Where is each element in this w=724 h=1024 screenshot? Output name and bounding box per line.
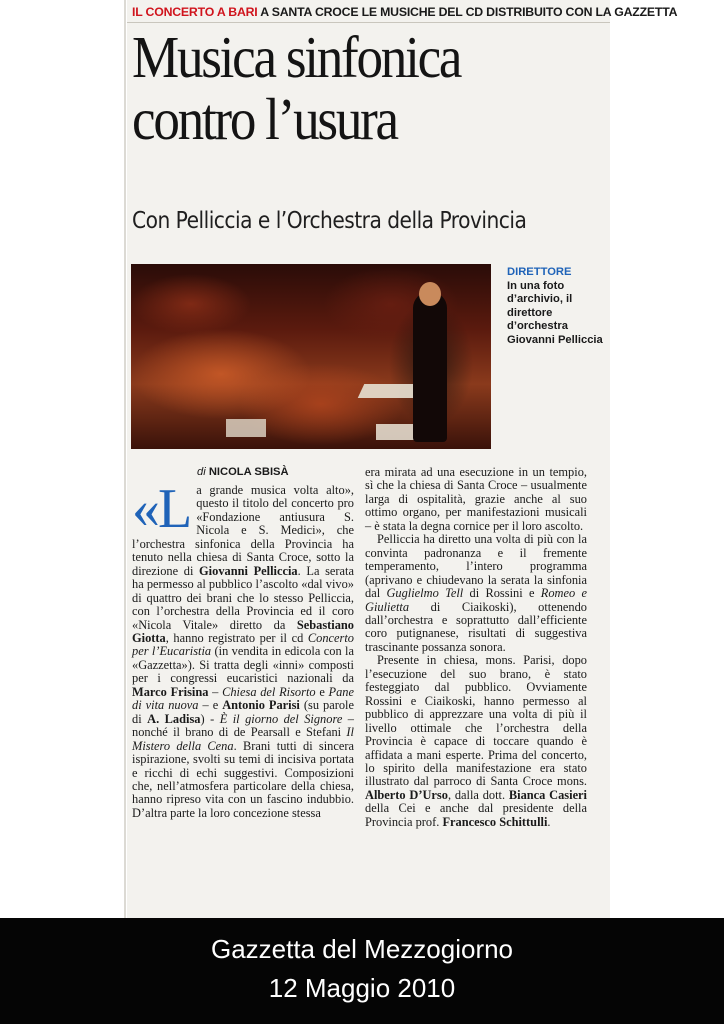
article-text: e (315, 684, 329, 699)
article-text: . La serata ha permesso al pubblico l’ascolto «dal vivo» di quattro dei brani che lo stesso Pelliccia, con l’orchestra della Provincia ed il coro «Nicola Vitale» diretto da (132, 563, 354, 632)
work-title: Il Mistero della Cena (132, 725, 354, 753)
article-paragraph: era mirata ad una esecuzione in un tempio, sì che la chiesa di Santa Croce – usualmente larga di ospitalità, grazie anche al suo ottimo organo, per manifestazioni musicali – è stata la degna cornice per il loro ascolto. (365, 465, 587, 533)
caption-text: In una foto d’archivio, il direttore d’orchestra Giovanni Pelliccia (507, 279, 603, 346)
article-text: a grande musica volta alto», questo il titolo del concerto pro «Fondazione antiusura S. Nicola e S. Medici», che l’orchestra sinfonica della Provincia ha tenuto nella chiesa di Santa Croce, sotto la direzione di (132, 483, 354, 578)
conductor-figure (413, 292, 447, 442)
article-paragraph (132, 478, 355, 820)
work-title: Concerto per l’Eucaristia (132, 630, 354, 659)
byline-author: NICOLA SBISÀ (208, 466, 289, 478)
article-text: (su parole di (132, 698, 354, 726)
source-footer (0, 918, 724, 1024)
article-text: , hanno registrato per il cd (165, 630, 308, 645)
article-column-1 (132, 478, 355, 820)
headline-line-2: contro l’usura (132, 86, 397, 152)
byline-prefix: di (197, 466, 206, 478)
article-text: Presente in chiesa, mons. Parisi, dopo l’esecuzione del suo brano, è stato festeggiato dal pubblico. Ovviamente Rossini e Ciaikoski, hanno permesso al pubblico di apprezzare una volta di più il livello ottimale che l’orchestra della Provincia è capace di toccare quando è affidata a mani esperte. Prima del concerto, lo spirito della manifestazione era stato illustrato dal parroco di Santa Croce mons. (365, 653, 587, 789)
article-text: Pelliccia ha diretto una volta di più con la convinta padronanza e il fremente temperamento, l’intero programma (aprivano e chiudevano la serata la sinfonia dal (365, 532, 587, 601)
headline-line-1: Musica sinfonica (132, 24, 461, 90)
person-name: Giovanni Pelliccia (199, 563, 298, 578)
newspaper-clipping (127, 0, 678, 918)
person-name: Bianca Casieri (508, 787, 588, 802)
work-title: È il giorno del Signore (219, 711, 343, 726)
source-title: Gazzetta del Mezzogiorno (210, 934, 514, 964)
article-text: della Cei e anche dal presidente della Provincia prof. (365, 801, 587, 829)
headline (132, 26, 562, 150)
article-text: – (208, 684, 223, 699)
kicker-text: A SANTA CROCE LE MUSICHE DEL CD DISTRIBUITO CON LA GAZZETTA (260, 5, 678, 19)
article-text: . (547, 814, 551, 829)
article-text: ) - (200, 711, 220, 726)
article-text: . Brani tutti di sincera ispirazione, svolti su temi di incisiva portata e ricchi di echi suggestivi. Composizioni che, nell’atmosfera particolare della chiesa, hanno ripreso vita con un fascino indubbio. D’altra parte la loro concezione stessa (132, 738, 354, 820)
kicker-topic: IL CONCERTO A BARI (132, 5, 258, 19)
person-name: Antonio Parisi (222, 698, 300, 713)
person-name: Francesco Schittulli (442, 814, 548, 829)
article-text: di Rossini e (463, 586, 541, 601)
article-text: – nonché il brano di de Pearsall e Stefani (132, 711, 354, 740)
person-name: A. Ladisa (147, 711, 201, 726)
work-title: Chiesa del Risorto (222, 684, 316, 699)
work-title: Pane di vita nuova (132, 684, 355, 713)
person-name: Sebastiano Giotta (132, 617, 354, 645)
article-paragraph (365, 654, 587, 829)
orchestra-photo (131, 264, 491, 449)
work-title: Guglielmo Tell (386, 586, 464, 601)
subheadline: Con Pelliccia e l’Orchestra della Provincia (132, 206, 527, 234)
kicker-divider (127, 22, 610, 23)
article-text: di Ciaikoski), ottenendo dall’orchestra e soprattutto dall’efficiente coro putignanese, risultati di suggestiva trascinante possanza sonora. (365, 599, 587, 654)
byline (197, 466, 289, 478)
drop-cap: «L (132, 478, 191, 540)
article-paragraph (365, 533, 587, 654)
conductor-head (419, 282, 441, 306)
article-text: (in vendita in edicola con la «Gazzetta»). Si tratta degli «inni» composti per i congressi eucaristici nazionali da (132, 644, 354, 686)
music-stand (226, 419, 266, 437)
kicker (132, 5, 677, 19)
source-date: 12 Maggio 2010 (268, 973, 456, 1003)
person-name: Marco Frisina (132, 684, 209, 699)
article-text: , dalla dott. (447, 787, 509, 802)
clipping-edge (124, 0, 126, 918)
caption-label: DIRETTORE (507, 266, 572, 278)
article-column-2 (365, 466, 587, 829)
photo-caption (507, 266, 607, 348)
work-title: Romeo e Giulietta (365, 586, 587, 614)
article-text: – e (198, 698, 223, 713)
person-name: Alberto D’Urso (365, 787, 448, 802)
